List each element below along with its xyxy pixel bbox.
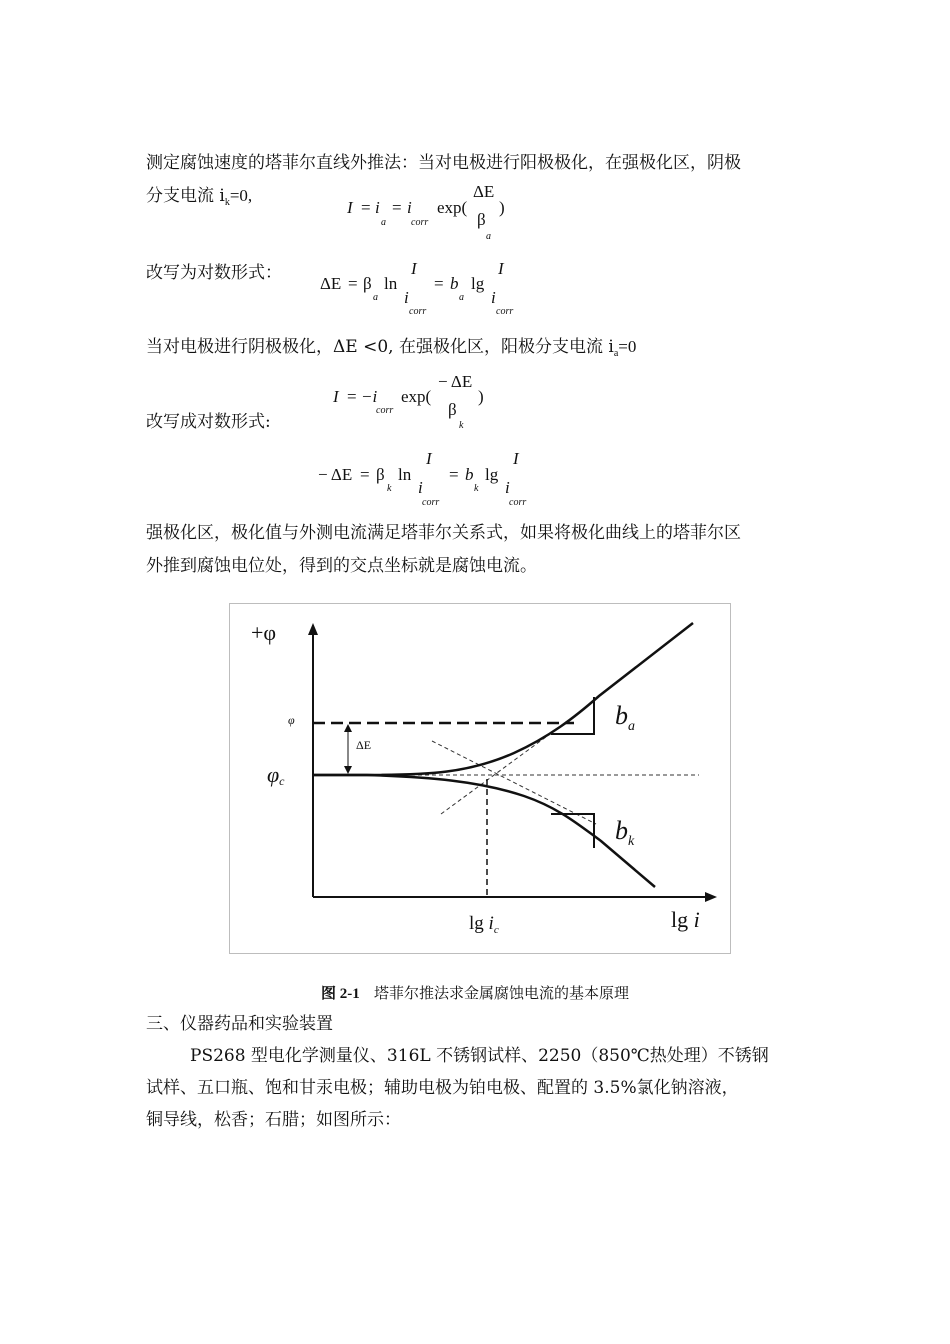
text-suffix: =0, — [229, 186, 253, 205]
eq-subscript: k — [474, 483, 479, 494]
eq-symbol: = — [392, 198, 402, 217]
eq-symbol: β — [448, 400, 457, 419]
x-axis-text: lg — [671, 907, 694, 932]
eq-subscript: corr — [496, 306, 514, 317]
eq-subscript: corr — [422, 497, 440, 508]
eq-symbol: = — [361, 198, 371, 217]
lg-ic-subscript: c — [493, 924, 499, 936]
delta-e-label — [356, 739, 371, 751]
paragraph-line: 测定腐蚀速度的塔菲尔直线外推法：当对电极进行阳极极化，在强极化区，阴极 — [146, 153, 741, 173]
eq-subscript: a — [373, 292, 378, 303]
eq-symbol: = — [360, 465, 370, 484]
eq-symbol: ) — [499, 198, 505, 217]
eq-symbol: i — [407, 198, 412, 217]
eq-subscript: a — [486, 231, 491, 242]
paragraph-line: 改写成对数形式: — [146, 412, 271, 432]
text-prefix: 分支电流 i — [146, 186, 225, 206]
phi-c-label — [267, 763, 285, 793]
subscript: k — [224, 197, 230, 208]
eq-symbol: = — [347, 387, 357, 406]
text-suffix: =0 — [618, 337, 637, 356]
eq-symbol: β — [477, 210, 486, 229]
eq-symbol: ΔE — [320, 274, 342, 293]
bk-subscript: k — [628, 834, 635, 849]
eq-symbol: = — [449, 465, 459, 484]
eq-symbol: = — [348, 274, 358, 293]
eq-symbol: β — [376, 465, 385, 484]
eq-subscript: a — [459, 292, 464, 303]
ba-subscript: a — [628, 719, 635, 734]
eq-subscript: a — [381, 217, 386, 228]
lg-ic-label — [469, 914, 499, 940]
eq-symbol: − ΔE — [318, 465, 353, 484]
paragraph-line: 外推到腐蚀电位处，得到的交点坐标就是腐蚀电流。 — [146, 556, 537, 576]
section-line: 铜导线，松香；石腊；如图所示： — [146, 1110, 401, 1130]
eq-symbol: I — [426, 449, 432, 468]
eq-subscript: corr — [409, 306, 427, 317]
eq-symbol: lg — [485, 465, 499, 484]
eq-symbol: I — [333, 387, 339, 406]
lg-ic-text: lg — [469, 913, 489, 934]
eq-symbol: i — [505, 478, 510, 497]
paragraph-line: 改写为对数形式： — [146, 263, 282, 283]
eq-symbol: i — [375, 198, 380, 217]
bk-label — [615, 817, 634, 856]
eq-symbol: −i — [361, 387, 378, 406]
eq-symbol: i — [491, 288, 496, 307]
text-prefix: 当对电极进行阴极极化，ΔE <0, 在强极化区，阳极分支电流 i — [146, 337, 614, 357]
eq-symbol: i — [418, 478, 423, 497]
eq-symbol: lg — [471, 274, 485, 293]
eq-symbol: ln — [398, 465, 412, 484]
paragraph-line — [146, 337, 636, 364]
eq-subscript: corr — [509, 497, 527, 508]
section-line: 试样、五口瓶、饱和甘汞电极；辅助电极为铂电极、配置的 3.5%氯化钠溶液， — [146, 1078, 739, 1098]
figure-border — [230, 604, 731, 954]
x-axis-label — [671, 908, 700, 932]
paragraph-line — [146, 186, 252, 213]
ba-label — [615, 702, 635, 741]
eq-symbol: ΔE — [473, 182, 495, 201]
eq-symbol: i — [404, 288, 409, 307]
caption-number: 图 2-1 — [320, 986, 360, 1002]
delta-e-text: ΔE — [356, 738, 372, 752]
phi-c-symbol: φ — [267, 762, 280, 787]
paragraph-line: 强极化区，极化值与外测电流满足塔菲尔关系式，如果将极化曲线上的塔菲尔区 — [146, 523, 741, 543]
eq-subscript: k — [459, 420, 464, 431]
eq-symbol: b — [465, 465, 474, 484]
caption-text: 塔菲尔推法求金属腐蚀电流的基本原理 — [374, 984, 630, 1002]
section-line: PS268 型电化学测量仪、316L 不锈钢试样、2250（850℃热处理）不锈钢 — [190, 1046, 769, 1066]
eq-subscript: corr — [376, 405, 394, 416]
eq-symbol: ) — [478, 387, 484, 406]
eq-symbol: I — [347, 198, 353, 217]
bk-symbol: b — [615, 816, 628, 845]
lg-ic-i: i — [488, 913, 494, 934]
eq-symbol: I — [498, 259, 504, 278]
tafel-diagram — [229, 603, 731, 954]
eq-symbol: exp( — [401, 387, 432, 406]
x-axis-i: i — [693, 907, 700, 932]
eq-symbol: exp( — [437, 198, 468, 217]
figure-caption — [0, 984, 950, 1003]
eq-symbol: − ΔE — [438, 372, 473, 391]
eq-symbol: b — [450, 274, 459, 293]
eq-symbol: ln — [384, 274, 398, 293]
phi-c-subscript: c — [279, 774, 285, 788]
eq-subscript: k — [387, 483, 392, 494]
y-axis-label: +φ — [251, 620, 277, 645]
tafel-figure — [229, 603, 731, 954]
ba-symbol: b — [615, 701, 628, 730]
eq-symbol: = — [434, 274, 444, 293]
phi-label: φ — [288, 713, 295, 727]
eq-subscript: corr — [411, 217, 429, 228]
eq-symbol: I — [513, 449, 519, 468]
section-heading: 三、仪器药品和实验装置 — [146, 1014, 333, 1034]
subscript: a — [613, 348, 619, 359]
eq-symbol: β — [363, 274, 372, 293]
eq-symbol: I — [411, 259, 417, 278]
